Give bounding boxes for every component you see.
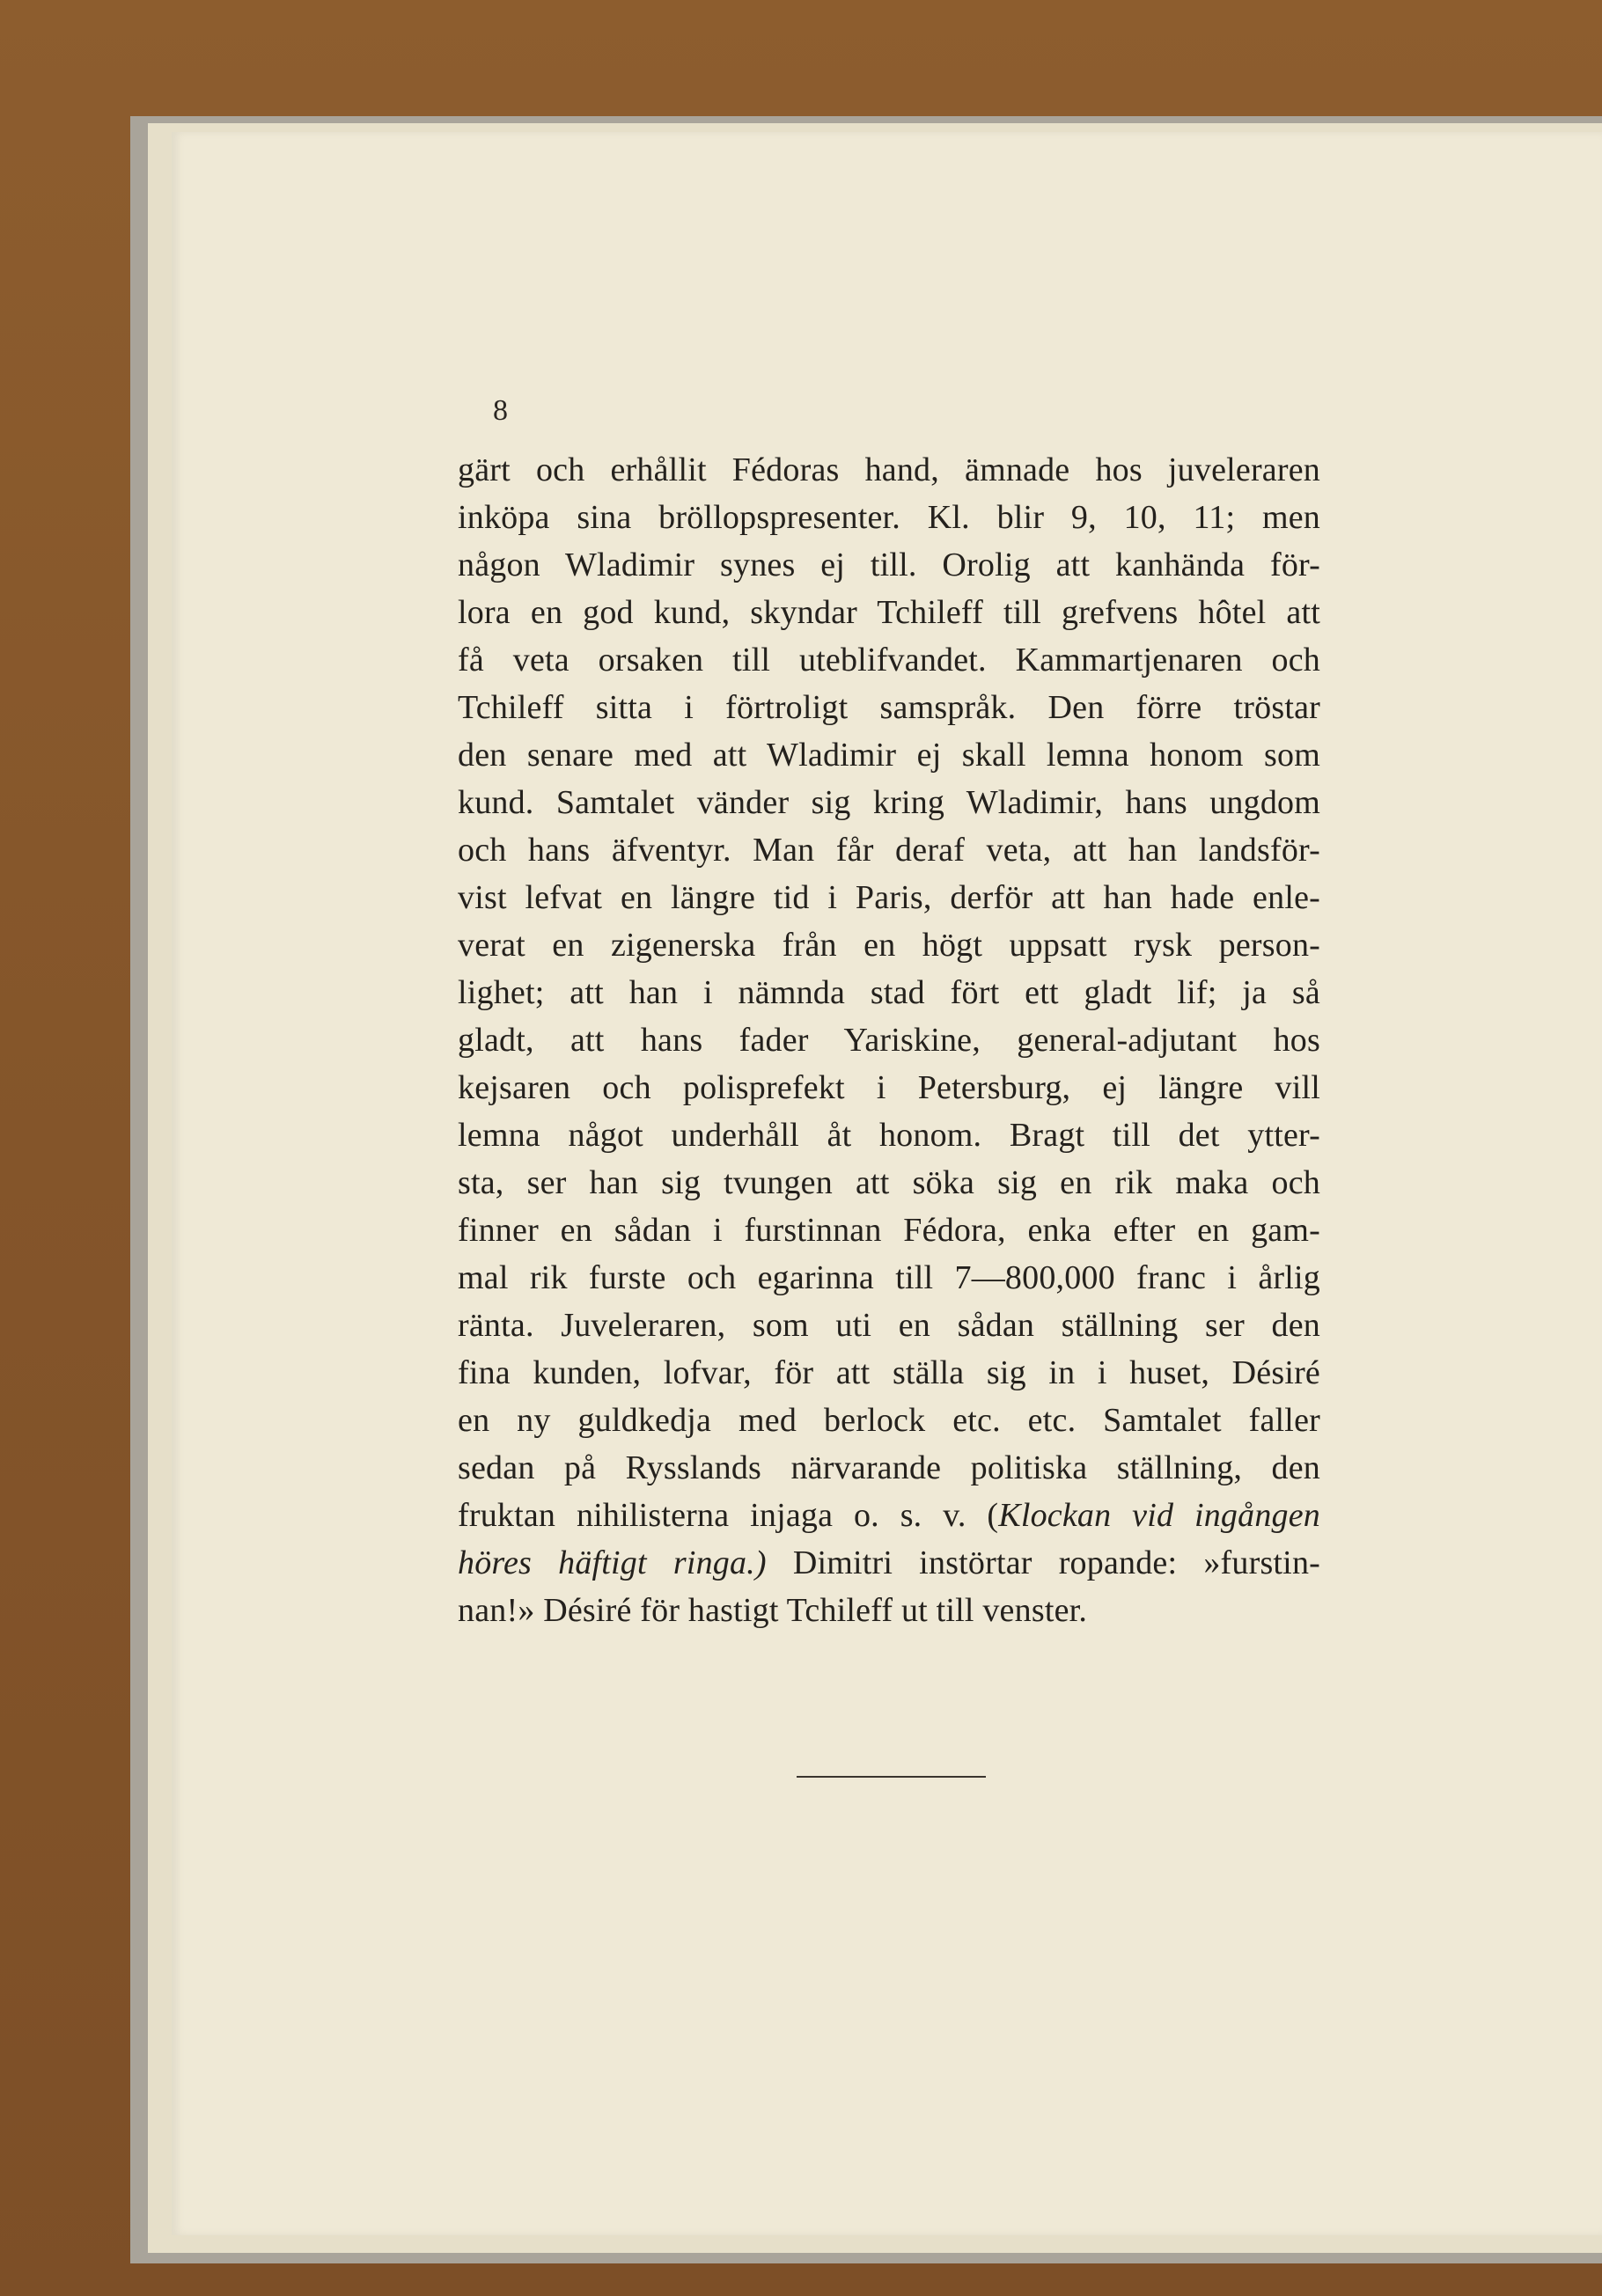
text-line: ränta. Juveleraren, som uti en sådan ställning ser den <box>458 1307 1320 1344</box>
text-line-stage-direction-end <box>458 1539 1320 1587</box>
roman-text: Dimitri instörtar ropande: »furstin- <box>766 1544 1320 1581</box>
text-line: någon Wladimir synes ej till. Orolig att kanhända för- <box>458 546 1320 583</box>
text-line: gladt, att hans fader Yariskine, general-adjutant hos <box>458 1022 1320 1059</box>
text-line: gärt och erhållit Fédoras hand, ämnade hos juveleraren <box>458 451 1320 488</box>
text-line: fina kunden, lofvar, för att ställa sig in i huset, Désiré <box>458 1354 1320 1391</box>
text-line: lemna något underhåll åt honom. Bragt till det ytter- <box>458 1117 1320 1154</box>
section-divider <box>797 1776 986 1778</box>
text-line: kejsaren och polisprefekt i Petersburg, ej längre vill <box>458 1069 1320 1106</box>
text-line: lighet; att han i nämnda stad fört ett gladt lif; ja så <box>458 974 1320 1011</box>
text-line: finner en sådan i furstinnan Fédora, enka efter en gam- <box>458 1212 1320 1249</box>
stage-direction-text: Klockan vid ingången <box>998 1497 1321 1534</box>
text-line: mal rik furste och egarinna till 7—800,000 franc i årlig <box>458 1259 1320 1296</box>
text-line: Tchileff sitta i förtroligt samspråk. Den förre tröstar <box>458 689 1320 726</box>
text-line: sta, ser han sig tvungen att söka sig en rik maka och <box>458 1164 1320 1201</box>
roman-text: fruktan nihilisterna injaga o. s. v. ( <box>458 1497 999 1534</box>
body-text <box>458 446 1320 1634</box>
text-line: kund. Samtalet vänder sig kring Wladimir, hans ungdom <box>458 784 1320 821</box>
stage-direction-text: höres häftigt ringa.) <box>458 1544 767 1581</box>
text-line: vist lefvat en längre tid i Paris, derför att han hade enle- <box>458 879 1320 916</box>
text-line: verat en zigenerska från en högt uppsatt rysk person- <box>458 927 1320 964</box>
text-line-stage-direction-start <box>458 1492 1320 1539</box>
text-line: få veta orsaken till uteblifvandet. Kammartjenaren och <box>458 642 1320 679</box>
text-line: inköpa sina bröllopspresenter. Kl. blir 9, 10, 11; men <box>458 499 1320 536</box>
page-number: 8 <box>493 394 508 427</box>
text-line: sedan på Rysslands närvarande politiska ställning, den <box>458 1449 1320 1486</box>
text-line: den senare med att Wladimir ej skall lemna honom som <box>458 737 1320 774</box>
text-line: lora en god kund, skyndar Tchileff till grefvens hôtel att <box>458 594 1320 631</box>
text-line: en ny guldkedja med berlock etc. etc. Samtalet faller <box>458 1402 1320 1439</box>
text-line: och hans äfventyr. Man får deraf veta, att han landsför- <box>458 832 1320 869</box>
text-line-last: nan!» Désiré för hastigt Tchileff ut till venster. <box>458 1592 1088 1629</box>
